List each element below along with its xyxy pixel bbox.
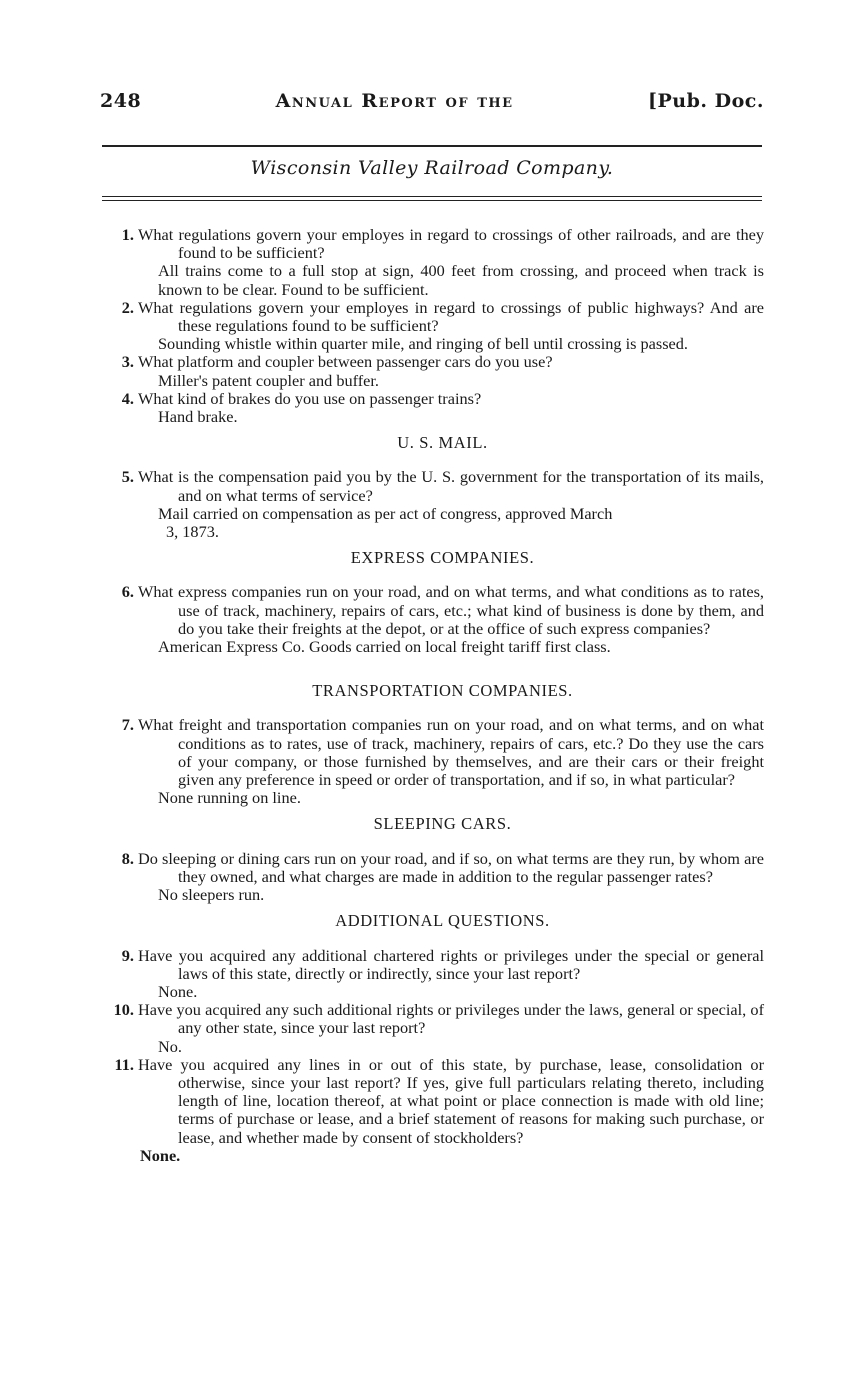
question-text: What regulations govern your employes in regard to crossings of public highways? And are these regulations found to be sufficient?	[138, 297, 764, 336]
answer-10: No.	[158, 1036, 182, 1056]
question-number: 1.	[121, 225, 134, 244]
answer-11: None.	[140, 1145, 181, 1165]
question-number: 4.	[121, 388, 134, 408]
section-heading-us-mail: U. S. MAIL.	[397, 433, 488, 453]
question-1	[103, 226, 764, 262]
question-number: 2.	[121, 297, 134, 317]
question-number: 11.	[114, 1054, 134, 1074]
question-4	[103, 390, 764, 408]
running-title: Annual Report of the	[275, 90, 514, 112]
report-body	[103, 226, 764, 1165]
question-text: What freight and transportation companies run on your road, and on what terms, and on what conditions as to rates, use of track, machinery, repairs of cars, etc.? Do they use the cars of your company, or those furnished by themselves, and are their cars or their freight given any preference in speed or order of transportation, and if so, in what particular?	[138, 715, 764, 790]
question-number: 3.	[121, 352, 134, 372]
title-rule	[102, 196, 762, 201]
question-number: 5.	[121, 467, 134, 487]
answer-1: All trains come to a full stop at sign, 400 feet from crossing, and proceed when track is known to be clear. Found to be sufficient.	[158, 261, 764, 299]
question-text: Have you acquired any lines in or out of this state, by purchase, lease, consolidation or otherwise, since your last report? If yes, give full particulars relating thereto, including length of line, location thereof, at what point or place connection is made with old line; terms of purchase or lease, and a brief statement of reasons for making such purchase, or lease, and whether made by consent of stockholders?	[138, 1054, 764, 1147]
question-number: 8.	[121, 848, 134, 868]
company-title: Wisconsin Valley Railroad Company.	[250, 157, 614, 179]
section-heading-transportation: TRANSPORTATION COMPANIES.	[312, 681, 573, 701]
answer-8: No sleepers run.	[158, 885, 265, 905]
question-text: Have you acquired any additional chartered rights or privileges under the special or general laws of this state, directly or indirectly, since your last report?	[138, 945, 764, 983]
question-3	[103, 353, 764, 371]
page-number: 248	[100, 90, 142, 112]
answer-line: 3, 1873.	[166, 522, 219, 542]
question-number: 9.	[121, 945, 134, 965]
section-heading-sleeping-cars: SLEEPING CARS.	[373, 814, 512, 834]
question-6	[103, 583, 764, 638]
question-9	[103, 947, 764, 983]
question-text: What regulations govern your employes in regard to crossings of other railroads, and are they found to be sufficient?	[138, 225, 764, 263]
question-11	[103, 1056, 764, 1147]
header-rule	[102, 145, 762, 147]
section-heading-additional: ADDITIONAL QUESTIONS.	[335, 911, 550, 931]
question-text: Do sleeping or dining cars run on your road, and if so, on what terms are they run, by whom are they owned, and what charges are made in addition to the regular passenger rates?	[138, 848, 764, 886]
answer-6: American Express Co. Goods carried on local freight tariff first class.	[158, 637, 611, 657]
question-5	[103, 468, 764, 504]
question-text: What is the compensation paid you by the U. S. government for the transportation of its mails, and on what terms of service?	[138, 467, 764, 505]
answer-2: Sounding whistle within quarter mile, and ringing of bell until crossing is passed.	[158, 334, 688, 354]
question-7	[103, 716, 764, 789]
answer-9: None.	[158, 981, 198, 1001]
question-text: What platform and coupler between passenger cars do you use?	[138, 352, 553, 372]
answer-line: Mail carried on compensation as per act of congress, approved March	[158, 503, 613, 523]
question-text: Have you acquired any such additional rights or privileges under the laws, general or special, of any other state, since your last report?	[138, 1000, 764, 1038]
question-10	[103, 1001, 764, 1037]
document-reference: [Pub. Doc.	[648, 90, 764, 112]
question-8	[103, 850, 764, 886]
question-number: 6.	[121, 582, 134, 602]
running-head	[100, 90, 764, 112]
question-text: What express companies run on your road, and on what terms, and what conditions as to rates, use of track, machinery, repairs of cars, etc.; what kind of business is done by them, and do you take their freights at the depot, or at the office of such express companies?	[138, 582, 764, 638]
answer-4: Hand brake.	[158, 407, 238, 427]
question-text: What kind of brakes do you use on passenger trains?	[138, 388, 482, 408]
answer-3: Miller's patent coupler and buffer.	[158, 370, 380, 390]
question-2	[103, 299, 764, 335]
question-number: 10.	[113, 1000, 134, 1020]
section-heading-express: EXPRESS COMPANIES.	[350, 548, 535, 568]
question-number: 7.	[121, 715, 134, 735]
answer-5	[103, 505, 764, 541]
answer-7: None running on line.	[158, 788, 301, 808]
